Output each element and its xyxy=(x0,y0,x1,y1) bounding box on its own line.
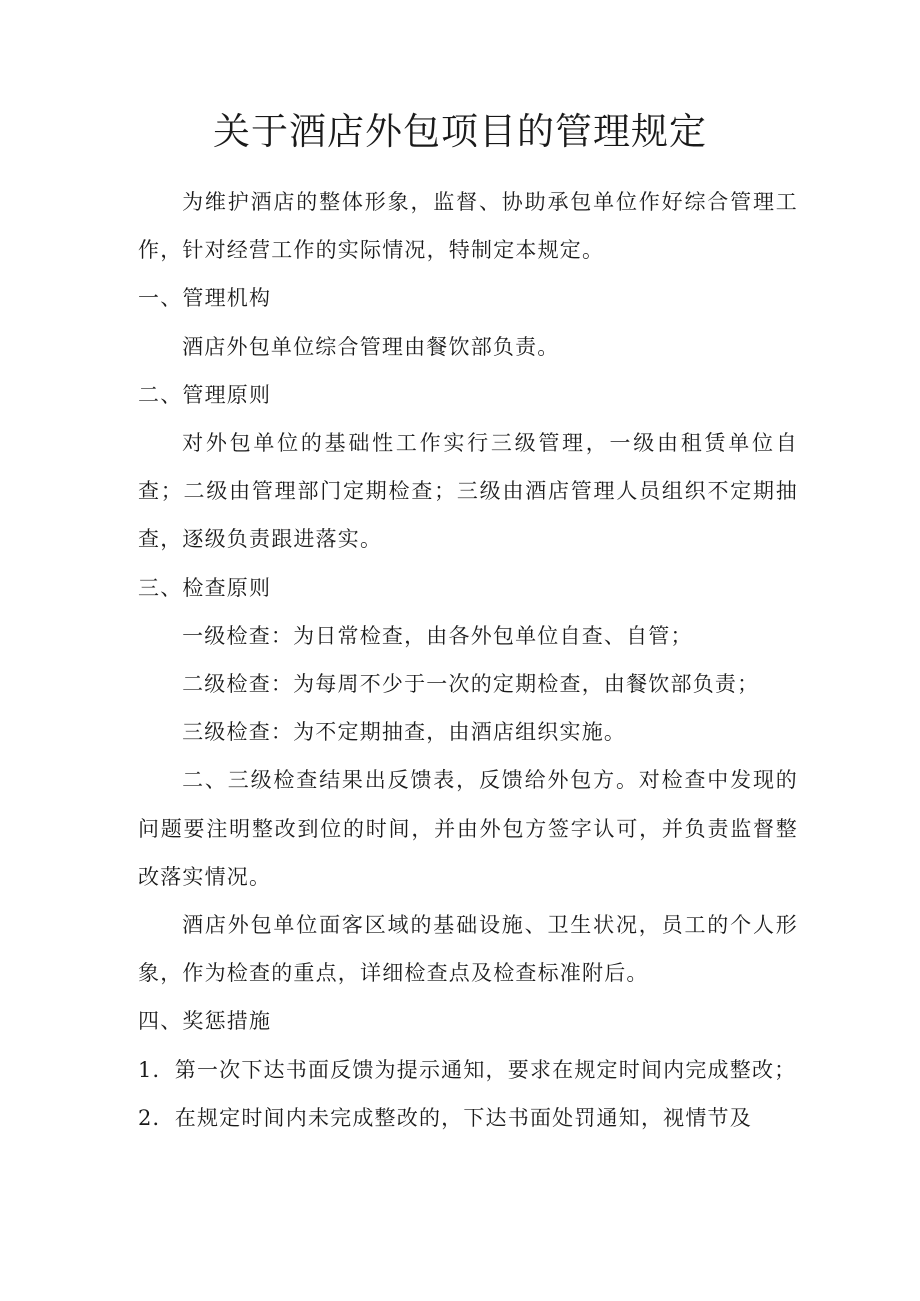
measure-item-1: 1．第一次下达书面反馈为提示通知，要求在规定时间内完成整改； xyxy=(138,1057,797,1082)
inspection-level-2: 二级检查：为每周不少于一次的定期检查，由餐饮部负责； xyxy=(182,672,760,697)
inspection-level-3: 三级检查：为不定期抽查，由酒店组织实施。 xyxy=(182,720,627,745)
section-heading-inspection: 三、检查原则 xyxy=(138,575,272,600)
section-heading-organization: 一、管理机构 xyxy=(138,286,272,311)
document-title: 关于酒店外包项目的管理规定 xyxy=(213,110,707,153)
section-heading-rewards-penalties: 四、奖惩措施 xyxy=(138,1009,272,1034)
organization-paragraph: 酒店外包单位综合管理由餐饮部负责。 xyxy=(182,334,560,359)
document-body xyxy=(138,178,798,1142)
section-heading-principles: 二、管理原则 xyxy=(138,382,272,407)
inspection-feedback-paragraph: 二、三级检查结果出反馈表，反馈给外包方。对检查中发现的问题要注明整改到位的时间，并由外包方签字认可，并负责监督整改落实情况。 xyxy=(138,768,798,889)
inspection-level-1: 一级检查：为日常检查，由各外包单位自查、自管； xyxy=(182,623,693,648)
measure-item-2: 2．在规定时间内未完成整改的，下达书面处罚通知，视情节及 xyxy=(138,1105,752,1130)
intro-paragraph: 为维护酒店的整体形象，监督、协助承包单位作好综合管理工作，针对经营工作的实际情况，特制定本规定。 xyxy=(138,190,798,263)
inspection-focus-paragraph: 酒店外包单位面客区域的基础设施、卫生状况，员工的个人形象，作为检查的重点，详细检查点及检查标准附后。 xyxy=(138,913,798,986)
principles-paragraph: 对外包单位的基础性工作实行三级管理，一级由租赁单位自查；二级由管理部门定期检查；三级由酒店管理人员组织不定期抽查，逐级负责跟进落实。 xyxy=(138,431,798,552)
